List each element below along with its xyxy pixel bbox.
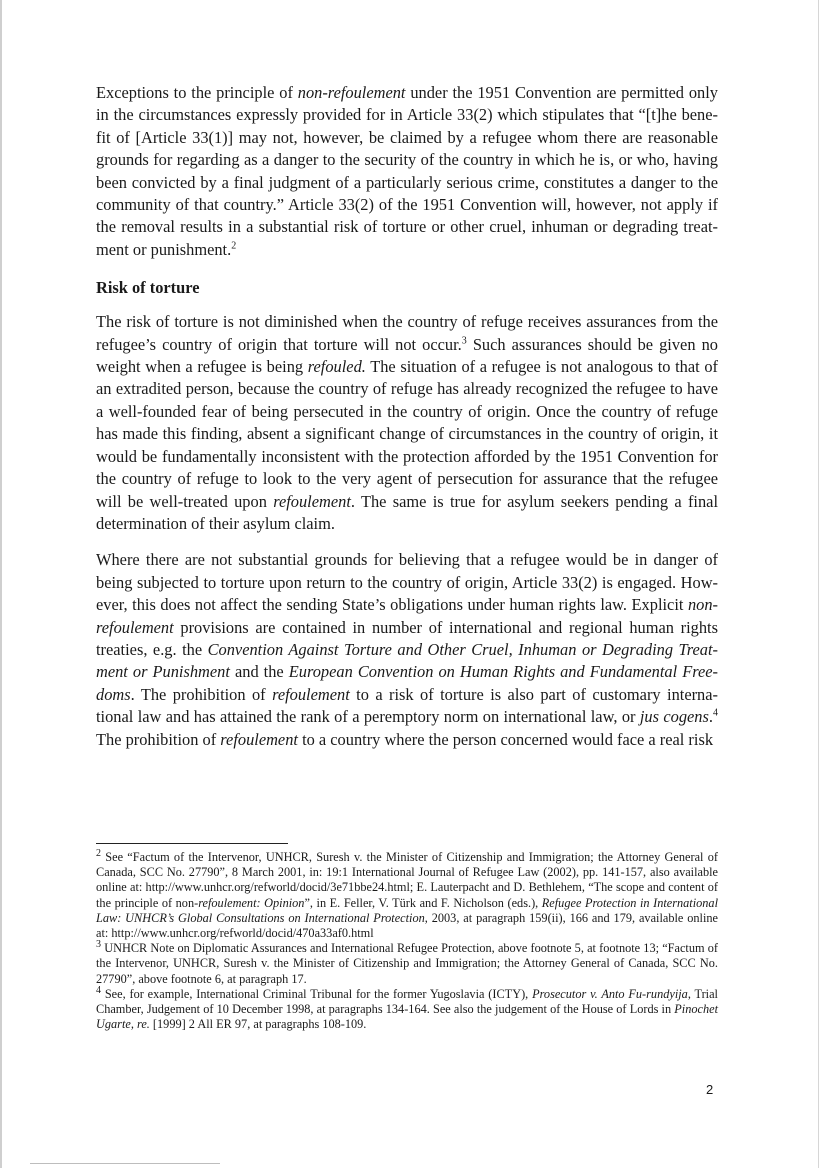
footnote-number: 4 [96, 984, 101, 996]
italic-term: European Convention on Human Rights and Fundamental Free-doms [96, 662, 718, 704]
italic-term: Convention Against Torture and Other Cruel, Inhuman or Degrading Treat-ment or Punishment [96, 639, 718, 682]
text: and the [229, 662, 289, 682]
italic-term: jus cogens [639, 707, 709, 727]
footnote-ref: 2 [231, 240, 237, 252]
page-number: 2 [706, 1082, 714, 1097]
footnote-number: 3 [96, 939, 101, 951]
italic-term: non-refoulement [297, 83, 406, 102]
text: to a risk of torture is also part of customary interna-tional law and has attained the rank of a peremptory norm on international law, or [96, 684, 718, 727]
italic-term: refouled. [307, 357, 366, 377]
text: [1999] 2 All ER 97, at paragraphs 108-109. [149, 1017, 367, 1032]
text: UNHCR Note on Diplomatic Assurances and International Refugee Protection, above footnote 5, at footnote 13; “Factum of the Intervenor, UNHCR, Suresh v. the Minister of Citizenship and Immigration; the Attorney General of Canada, SCC No. 27790”, above footnote 6, at paragraph 17. [96, 941, 718, 986]
text: provisions are contained in number of international and regional human rights treaties, e.g. the [96, 617, 718, 659]
scan-edge-left [0, 0, 2, 1168]
text: ”, in E. Feller, V. Türk and F. Nicholson (eds.), [304, 895, 542, 910]
text: . The prohibition of [130, 684, 273, 704]
text: , 2003, at paragraph 159(ii), 166 and 179, available online at: http://www.unhcr.org/refworld/docid/470a33af0.html [96, 910, 718, 941]
text: under the 1951 Convention are permitted only in the circumstances expressly provided for in Article 33(2) which stipulates that “[t]he bene-fit of [Article 33(1)] may not, however, be claimed by a refugee whom there are reasonable grounds for regarding as a danger to the security of the country in which he is, or who, having been convicted by a final judgment of a particularly serious crime, constitutes a danger to the community of that country.” Article 33(2) of the 1951 Convention will, however, not apply if the removal results in a substantial risk of torture or other cruel, inhuman or degrading treat-ment or punishment. [96, 83, 718, 259]
page-body [96, 82, 718, 751]
italic-term: Refugee Protection in International Law: UNHCR’s Global Consultations on International Protection [96, 895, 718, 925]
text: Exceptions to the principle of [96, 83, 298, 102]
italic-term: refoulement: Opinion [198, 895, 305, 910]
footnote-2 [96, 847, 718, 941]
text: See, for example, International Criminal Tribunal for the former Yugoslavia (ICTY), [101, 986, 533, 1001]
text: . The same is true for asylum seekers pending a final determination of their asylum claim. [96, 491, 718, 533]
text: Such assurances should be given no weight when a refugee is being [96, 334, 718, 377]
footnote-number: 2 [96, 847, 101, 859]
section-heading: Risk of torture [96, 278, 200, 298]
text: . [708, 707, 713, 727]
text: to a country where the person concerned would face a real risk [297, 729, 714, 749]
text: The risk of torture is not diminished when the country of refuge receives assurances from the refugee’s country of origin that torture will not occur. [96, 312, 718, 354]
italic-term: non-refoulement [96, 595, 718, 637]
footnote-ref: 3 [461, 335, 467, 347]
italic-term: Pinochet Ugarte, re. [96, 1002, 718, 1032]
footnotes [96, 847, 718, 1032]
paragraph-exceptions [96, 82, 718, 261]
italic-term: refoulement [273, 491, 351, 511]
text: The prohibition of [96, 729, 221, 749]
footnote-separator [96, 843, 288, 844]
scan-edge-right [818, 0, 819, 1168]
italic-term: refoulement [220, 729, 298, 749]
text: The situation of a refugee is not analogous to that of an extradited person, because the country of refuge has already recognized the refugee to have a well-founded fear of being persecuted in the country of origin. Once the country of refuge has made this finding, absent a significant change of circumstances in the country of origin, it would be fundamentally inconsistent with the protection afforded by the 1951 Convention for the country of refuge to look to the very agent of persecution for assurance that the refugee will be well-treated upon [96, 357, 719, 511]
text: See “Factum of the Intervenor, UNHCR, Suresh v. the Minister of Citizenship and Immigration; the Attorney General of Canada, SCC No. 27790”, 8 March 2001, in: 19:1 International Journal of Refugee Law (2002), pp. 141-157, also available online at: http://www.unhcr.org/refworld/docid/3e71bbe24.html; E. Lauterpacht and D. Bethlehem, “The scope and content of the principle of non- [96, 850, 718, 910]
footnote-4 [96, 984, 718, 1033]
italic-term: refoulement [272, 684, 350, 704]
footnote-3 [96, 941, 718, 987]
paragraph-substantial-grounds [96, 549, 718, 751]
text: , Trial Chamber, Judgement of 10 December 1998, at paragraphs 134-164. See also the judgement of the House of Lords in [96, 986, 718, 1017]
italic-term: Prosecutor v. Anto Fu-rundyija [532, 986, 688, 1001]
paragraph-risk-of-torture [96, 311, 718, 535]
scan-edge-bottom [30, 1163, 220, 1164]
text: Where there are not substantial grounds for believing that a refugee would be in danger of being subjected to torture upon return to the country of origin, Article 33(2) is engaged. How-ever, this does not affect the sending State’s obligations under human rights law. Explicit [96, 550, 718, 615]
footnote-ref: 4 [713, 707, 718, 719]
